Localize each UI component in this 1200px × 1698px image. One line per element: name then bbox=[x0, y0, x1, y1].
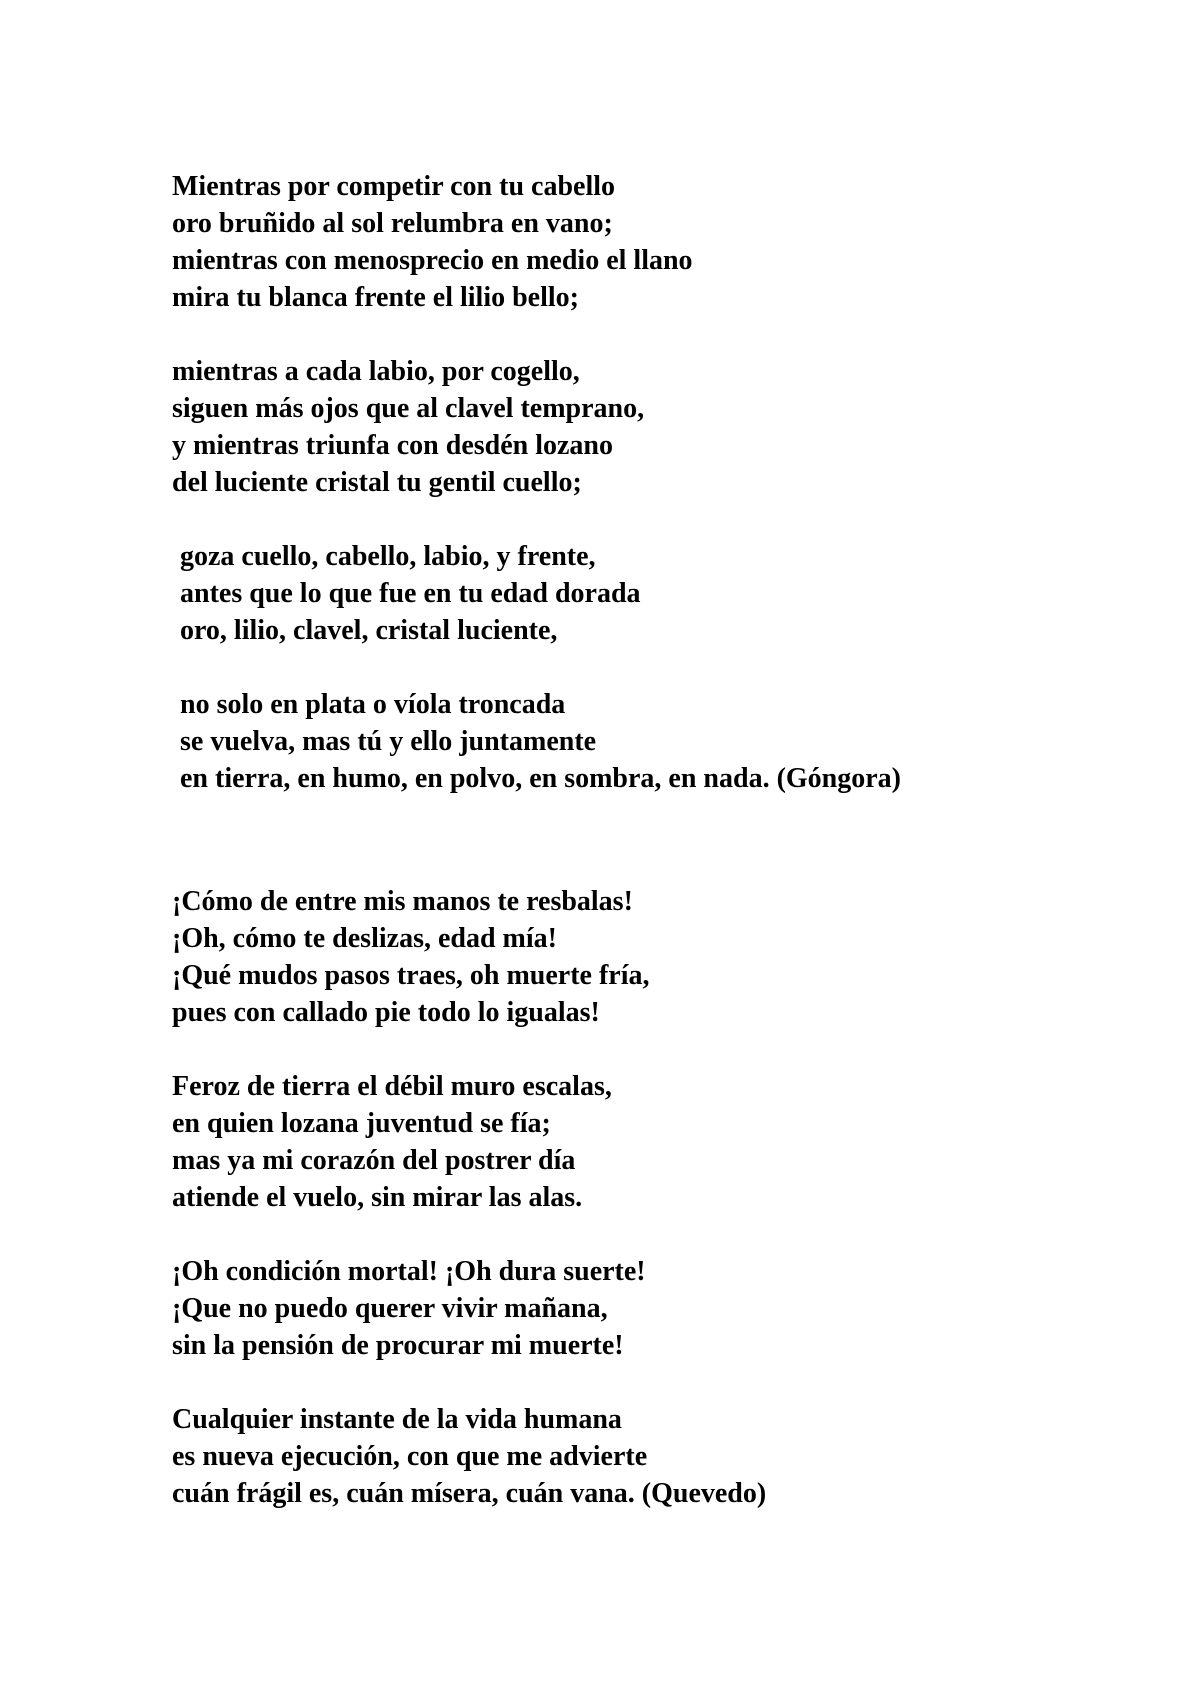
verse-line: no solo en plata o víola troncada bbox=[180, 689, 566, 720]
verse-line: mientras a cada labio, por cogello, bbox=[172, 356, 580, 387]
stanza bbox=[172, 168, 1152, 316]
verse-line: se vuelva, mas tú y ello juntamente bbox=[180, 726, 597, 757]
verse-line: Mientras por competir con tu cabello bbox=[172, 171, 616, 202]
verse-line: ¡Cómo de entre mis manos te resbalas! bbox=[172, 886, 633, 917]
stanza bbox=[172, 1068, 1152, 1216]
verse-line: ¡Qué mudos pasos traes, oh muerte fría, bbox=[172, 960, 650, 991]
verse-line: mas ya mi corazón del postrer día bbox=[172, 1145, 576, 1176]
stanza bbox=[172, 1401, 1152, 1512]
verse-line: atiende el vuelo, sin mirar las alas. bbox=[172, 1182, 583, 1213]
verse-line: antes que lo que fue en tu edad dorada bbox=[180, 578, 641, 609]
stanza bbox=[172, 686, 1152, 797]
verse-line: ¡Oh, cómo te deslizas, edad mía! bbox=[172, 923, 557, 954]
verse-line: sin la pensión de procurar mi muerte! bbox=[172, 1330, 624, 1361]
verse-line: mira tu blanca frente el lilio bello; bbox=[172, 282, 579, 313]
verse-line: oro, lilio, clavel, cristal luciente, bbox=[180, 615, 558, 646]
verse-line: pues con callado pie todo lo igualas! bbox=[172, 997, 600, 1028]
poem-quevedo bbox=[172, 883, 1152, 1512]
verse-line: ¡Oh condición mortal! ¡Oh dura suerte! bbox=[172, 1256, 646, 1287]
stanza bbox=[172, 1253, 1152, 1364]
verse-line: en tierra, en humo, en polvo, en sombra, en nada. (Góngora) bbox=[180, 763, 901, 794]
verse-line: oro bruñido al sol relumbra en vano; bbox=[172, 208, 613, 239]
verse-line: en quien lozana juventud se fía; bbox=[172, 1108, 551, 1139]
verse-line: es nueva ejecución, con que me advierte bbox=[172, 1441, 648, 1472]
verse-line: mientras con menosprecio en medio el llano bbox=[172, 245, 693, 276]
verse-line: Feroz de tierra el débil muro escalas, bbox=[172, 1071, 612, 1102]
verse-line: ¡Que no puedo querer vivir mañana, bbox=[172, 1293, 608, 1324]
verse-line: goza cuello, cabello, labio, y frente, bbox=[180, 541, 596, 572]
verse-line: cuán frágil es, cuán mísera, cuán vana. (Quevedo) bbox=[172, 1478, 767, 1509]
verse-line: y mientras triunfa con desdén lozano bbox=[172, 430, 613, 461]
verse-line: siguen más ojos que al clavel temprano, bbox=[172, 393, 645, 424]
verse-line: del luciente cristal tu gentil cuello; bbox=[172, 467, 582, 498]
poem-gongora bbox=[172, 168, 1152, 797]
stanza bbox=[172, 353, 1152, 501]
stanza bbox=[172, 883, 1152, 1031]
verse-line: Cualquier instante de la vida humana bbox=[172, 1404, 622, 1435]
stanza bbox=[172, 538, 1152, 649]
